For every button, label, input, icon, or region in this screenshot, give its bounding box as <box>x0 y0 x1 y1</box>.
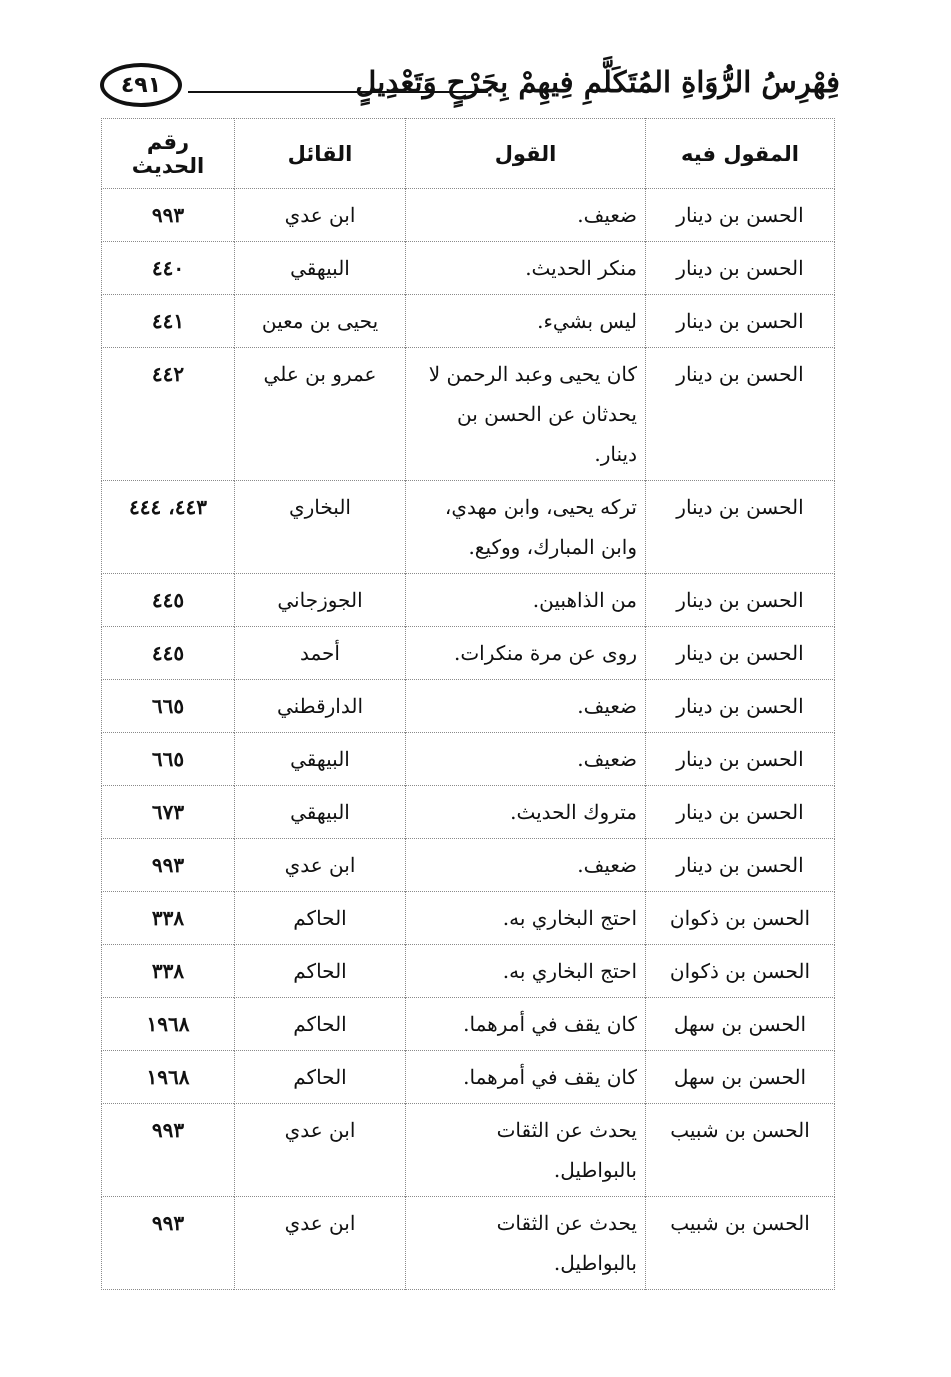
hadith-number-cell: ٦٦٥ <box>102 733 235 786</box>
hadith-number-cell: ٩٩٣ <box>102 839 235 892</box>
narrator-name-cell: الحسن بن شبيب <box>646 1197 835 1290</box>
narrator-name-cell: الحسن بن سهل <box>646 998 835 1051</box>
table-row <box>102 1104 835 1197</box>
hadith-number-cell: ٤٤٣، ٤٤٤ <box>102 481 235 574</box>
table-body <box>102 189 835 1290</box>
column-header-saying: القول <box>406 119 646 189</box>
saying-cell: منكر الحديث. <box>406 242 646 295</box>
narrator-name-cell: الحسن بن دينار <box>646 348 835 481</box>
narrator-name-cell: الحسن بن ذكوان <box>646 892 835 945</box>
speaker-cell: البيهقي <box>235 242 406 295</box>
narrators-index-table <box>101 118 835 1290</box>
narrator-name-cell: الحسن بن شبيب <box>646 1104 835 1197</box>
narrator-name-cell: الحسن بن دينار <box>646 627 835 680</box>
running-title: فِهْرِسُ الرُّوَاةِ المُتَكَلَّمِ فِيهِمْ بِجَرْحٍ وَتَعْدِيلٍ <box>355 65 840 99</box>
hadith-number-cell: ٤٤٠ <box>102 242 235 295</box>
table-row <box>102 295 835 348</box>
speaker-cell: الحاكم <box>235 1051 406 1104</box>
hadith-number-cell: ١٩٦٨ <box>102 1051 235 1104</box>
table-row <box>102 998 835 1051</box>
saying-cell: ضعيف. <box>406 189 646 242</box>
saying-cell: ضعيف. <box>406 733 646 786</box>
hadith-number-cell: ٤٤٥ <box>102 627 235 680</box>
header-rule <box>188 91 488 93</box>
table-row <box>102 839 835 892</box>
hadith-number-cell: ٤٤٥ <box>102 574 235 627</box>
table-row <box>102 627 835 680</box>
speaker-cell: الحاكم <box>235 892 406 945</box>
hadith-number-cell: ٤٤٢ <box>102 348 235 481</box>
hadith-number-cell: ٦٦٥ <box>102 680 235 733</box>
table-row <box>102 481 835 574</box>
speaker-cell: البيهقي <box>235 786 406 839</box>
speaker-cell: البخاري <box>235 481 406 574</box>
narrator-name-cell: الحسن بن دينار <box>646 839 835 892</box>
saying-cell: احتج البخاري به. <box>406 892 646 945</box>
speaker-cell: ابن عدي <box>235 1197 406 1290</box>
saying-cell: روى عن مرة منكرات. <box>406 627 646 680</box>
table-row <box>102 348 835 481</box>
hadith-number-cell: ٩٩٣ <box>102 1197 235 1290</box>
saying-cell: ضعيف. <box>406 680 646 733</box>
hadith-number-cell: ٣٣٨ <box>102 945 235 998</box>
saying-cell: يحدث عن الثقات بالبواطيل. <box>406 1197 646 1290</box>
speaker-cell: عمرو بن علي <box>235 348 406 481</box>
speaker-cell: الحاكم <box>235 998 406 1051</box>
hadith-number-cell: ٦٧٣ <box>102 786 235 839</box>
page-number-badge: ٤٩١ <box>100 63 182 107</box>
table-row <box>102 786 835 839</box>
narrator-name-cell: الحسن بن ذكوان <box>646 945 835 998</box>
table-row <box>102 574 835 627</box>
table-row <box>102 892 835 945</box>
saying-cell: كان يقف في أمرهما. <box>406 1051 646 1104</box>
saying-cell: تركه يحيى، وابن مهدي، وابن المبارك، ووكيع. <box>406 481 646 574</box>
speaker-cell: الدارقطني <box>235 680 406 733</box>
column-header-subject: المقول فيه <box>646 119 835 189</box>
table-row <box>102 733 835 786</box>
speaker-cell: ابن عدي <box>235 839 406 892</box>
narrator-name-cell: الحسن بن دينار <box>646 295 835 348</box>
hadith-number-cell: ٤٤١ <box>102 295 235 348</box>
hadith-number-cell: ٣٣٨ <box>102 892 235 945</box>
hadith-number-cell: ١٩٦٨ <box>102 998 235 1051</box>
saying-cell: يحدث عن الثقات بالبواطيل. <box>406 1104 646 1197</box>
narrator-name-cell: الحسن بن دينار <box>646 574 835 627</box>
narrator-name-cell: الحسن بن دينار <box>646 189 835 242</box>
table-header-row <box>102 119 835 189</box>
speaker-cell: الجوزجاني <box>235 574 406 627</box>
saying-cell: ضعيف. <box>406 839 646 892</box>
narrator-name-cell: الحسن بن سهل <box>646 1051 835 1104</box>
narrator-name-cell: الحسن بن دينار <box>646 680 835 733</box>
speaker-cell: البيهقي <box>235 733 406 786</box>
speaker-cell: يحيى بن معين <box>235 295 406 348</box>
speaker-cell: ابن عدي <box>235 189 406 242</box>
narrator-name-cell: الحسن بن دينار <box>646 481 835 574</box>
saying-cell: من الذاهبين. <box>406 574 646 627</box>
speaker-cell: أحمد <box>235 627 406 680</box>
saying-cell: كان يحيى وعبد الرحمن لا يحدثان عن الحسن بن دينار. <box>406 348 646 481</box>
saying-cell: كان يقف في أمرهما. <box>406 998 646 1051</box>
speaker-cell: الحاكم <box>235 945 406 998</box>
narrator-name-cell: الحسن بن دينار <box>646 733 835 786</box>
saying-cell: ليس بشيء. <box>406 295 646 348</box>
table-row <box>102 945 835 998</box>
narrator-name-cell: الحسن بن دينار <box>646 242 835 295</box>
table-row <box>102 1051 835 1104</box>
table-row <box>102 189 835 242</box>
saying-cell: احتج البخاري به. <box>406 945 646 998</box>
page-header <box>100 55 840 115</box>
saying-cell: متروك الحديث. <box>406 786 646 839</box>
table-row <box>102 1197 835 1290</box>
table-row <box>102 680 835 733</box>
hadith-number-cell: ٩٩٣ <box>102 189 235 242</box>
speaker-cell: ابن عدي <box>235 1104 406 1197</box>
narrator-name-cell: الحسن بن دينار <box>646 786 835 839</box>
hadith-number-cell: ٩٩٣ <box>102 1104 235 1197</box>
table-row <box>102 242 835 295</box>
column-header-hadith-number: رقم الحديث <box>102 119 235 189</box>
column-header-speaker: القائل <box>235 119 406 189</box>
